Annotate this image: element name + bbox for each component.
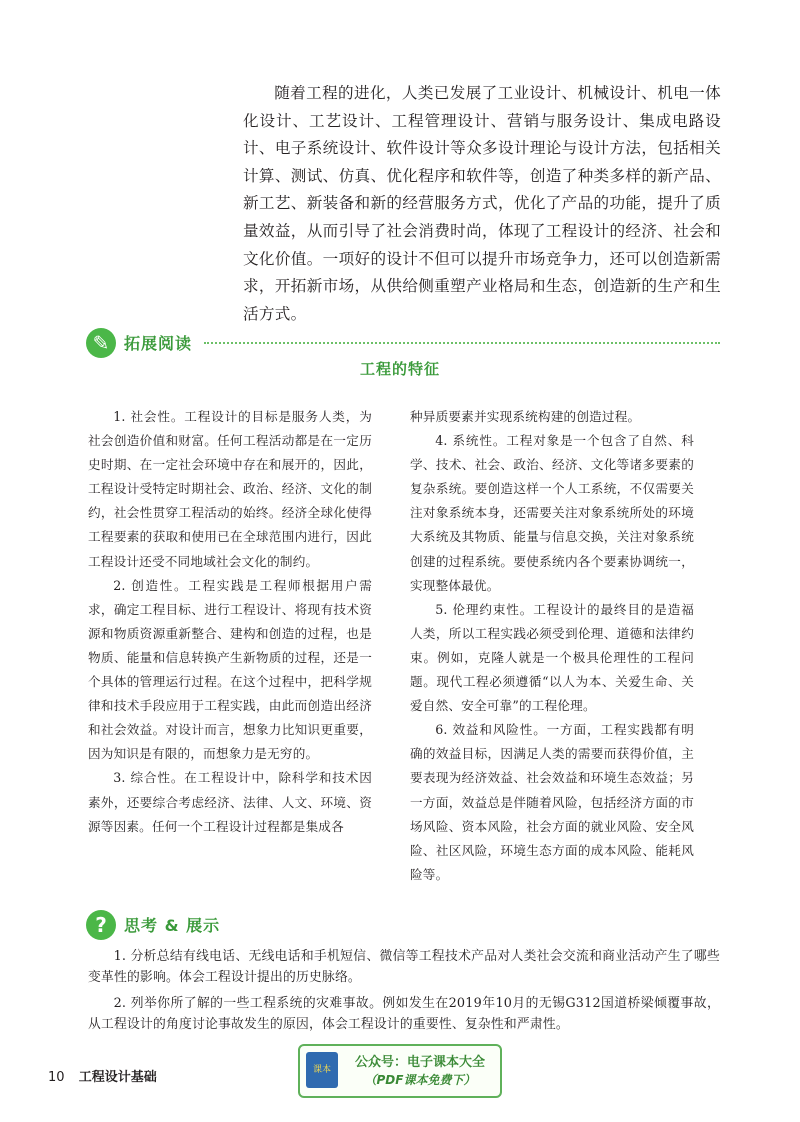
page-number: 10 (48, 1070, 65, 1085)
feature-paragraph: 5. 伦理约束性。工程设计的最终目的是造福人类，所以工程实践必须受到伦理、道德和法律约束。例如，克隆人就是一个极具伦理性的工程问题。现代工程必须遵循“以人为本、关爱生命、关爱自然、安全可靠”的工程伦理。 (410, 601, 694, 714)
think-item: 2. 列举你所了解的一些工程系统的灾难事故。例如发生在2019年10月的无锡G312国道桥梁倾覆事故，从工程设计的角度讨论事故发生的原因，体会工程设计的重要性、复杂性和严肃性。 (88, 996, 720, 1032)
think-items (88, 946, 720, 1035)
feature-paragraph: 3. 综合性。在工程设计中，除科学和技术因素外，还要综合考虑经济、法律、人文、环境、资源等因素。任何一个工程设计过程都是集成各 (88, 770, 372, 834)
think-label: 思考 & 展示 (124, 916, 221, 935)
stamp-line-1: 公众号：电子课本大全 (354, 1055, 485, 1070)
feature-paragraph: 6. 效益和风险性。一方面，工程实践都有明确的效益目标，因满足人类的需要而获得价值，主要表现为经济效益、社会效益和环境生态效益；另一方面，效益总是伴随着风险，包括经济方面的市场风险、资本风险，社会方面的就业风险、安全风险、社区风险，环境生态方面的成本风险、能耗风险等。 (410, 722, 694, 882)
dotted-divider (204, 342, 720, 344)
question-icon: ? (86, 910, 116, 940)
feature-paragraph-continued: 种异质要素并实现系统构建的创造过程。 (410, 409, 641, 424)
stamp-line-2: （PDF课本免费下） (364, 1073, 476, 1087)
pencil-icon: ✎ (86, 328, 116, 358)
feature-paragraph: 1. 社会性。工程设计的目标是服务人类，为社会创造价值和财富。任何工程活动都是在一定历史时期、在一定社会环境中存在和展开的，因此，工程设计受特定时期社会、政治、经济、文化的制约，社会性贯穿工程活动的始终。经济全球化使得工程要素的获取和使用已在全球范围内进行，因此工程设计还受不同地域社会文化的制约。 (88, 409, 372, 569)
book-title: 工程设计基础 (78, 1070, 157, 1085)
intro-text (243, 80, 721, 328)
intro-paragraph: 随着工程的进化，人类已发展了工业设计、机械设计、机电一体化设计、工艺设计、工程管理设计、营销与服务设计、集成电路设计、电子系统设计、软件设计等众多设计理论与设计方法，包括相关计算、测试、仿真、优化程序和软件等，创造了种类多样的新产品、新工艺、新装备和新的经营服务方式，优化了产品的功能，提升了质量效益，从而引导了社会消费时尚，体现了工程设计的经济、社会和文化价值。一项好的设计不但可以提升市场竞争力，还可以创造新需求，开拓新市场，从供给侧重塑产业格局和生态，创造新的生产和生活方式。 (243, 84, 721, 323)
reading-label: 拓展阅读 (124, 334, 193, 353)
book-icon: 课本 (306, 1052, 338, 1088)
reading-left-column (88, 405, 372, 839)
article-title: 工程的特征 (359, 360, 440, 378)
watermark-stamp (298, 1044, 502, 1098)
feature-paragraph: 2. 创造性。工程实践是工程师根据用户需求，确定工程目标、进行工程设计、将现有技术资源和物质资源重新整合、建构和创造的过程，也是物质、能量和信息转换产生新物质的过程，还是一个具体的管理运行过程。在这个过程中，把科学规律和技术手段应用于工程实践，由此而创造出经济和社会效益。对设计而言，想象力比知识更重要，因为知识是有限的，而想象力是无穷的。 (88, 577, 372, 762)
reading-header (86, 328, 720, 358)
think-item: 1. 分析总结有线电话、无线电话和手机短信、微信等工程技术产品对人类社会交流和商业活动产生了哪些变革性的影响。体会工程设计提出的历史脉络。 (88, 949, 720, 985)
feature-paragraph: 4. 系统性。工程对象是一个包含了自然、科学、技术、社会、政治、经济、文化等诸多要素的复杂系统。要创造这样一个人工系统，不仅需要关注对象系统本身，还需要关注对象系统所处的环境大系统及其物质、能量与信息交换，关注对象系统创建的过程系统。要使系统内各个要素协调统一，实现整体最优。 (410, 433, 694, 593)
think-header (86, 910, 720, 940)
reading-right-column (410, 405, 694, 887)
page-footer (48, 1066, 157, 1085)
